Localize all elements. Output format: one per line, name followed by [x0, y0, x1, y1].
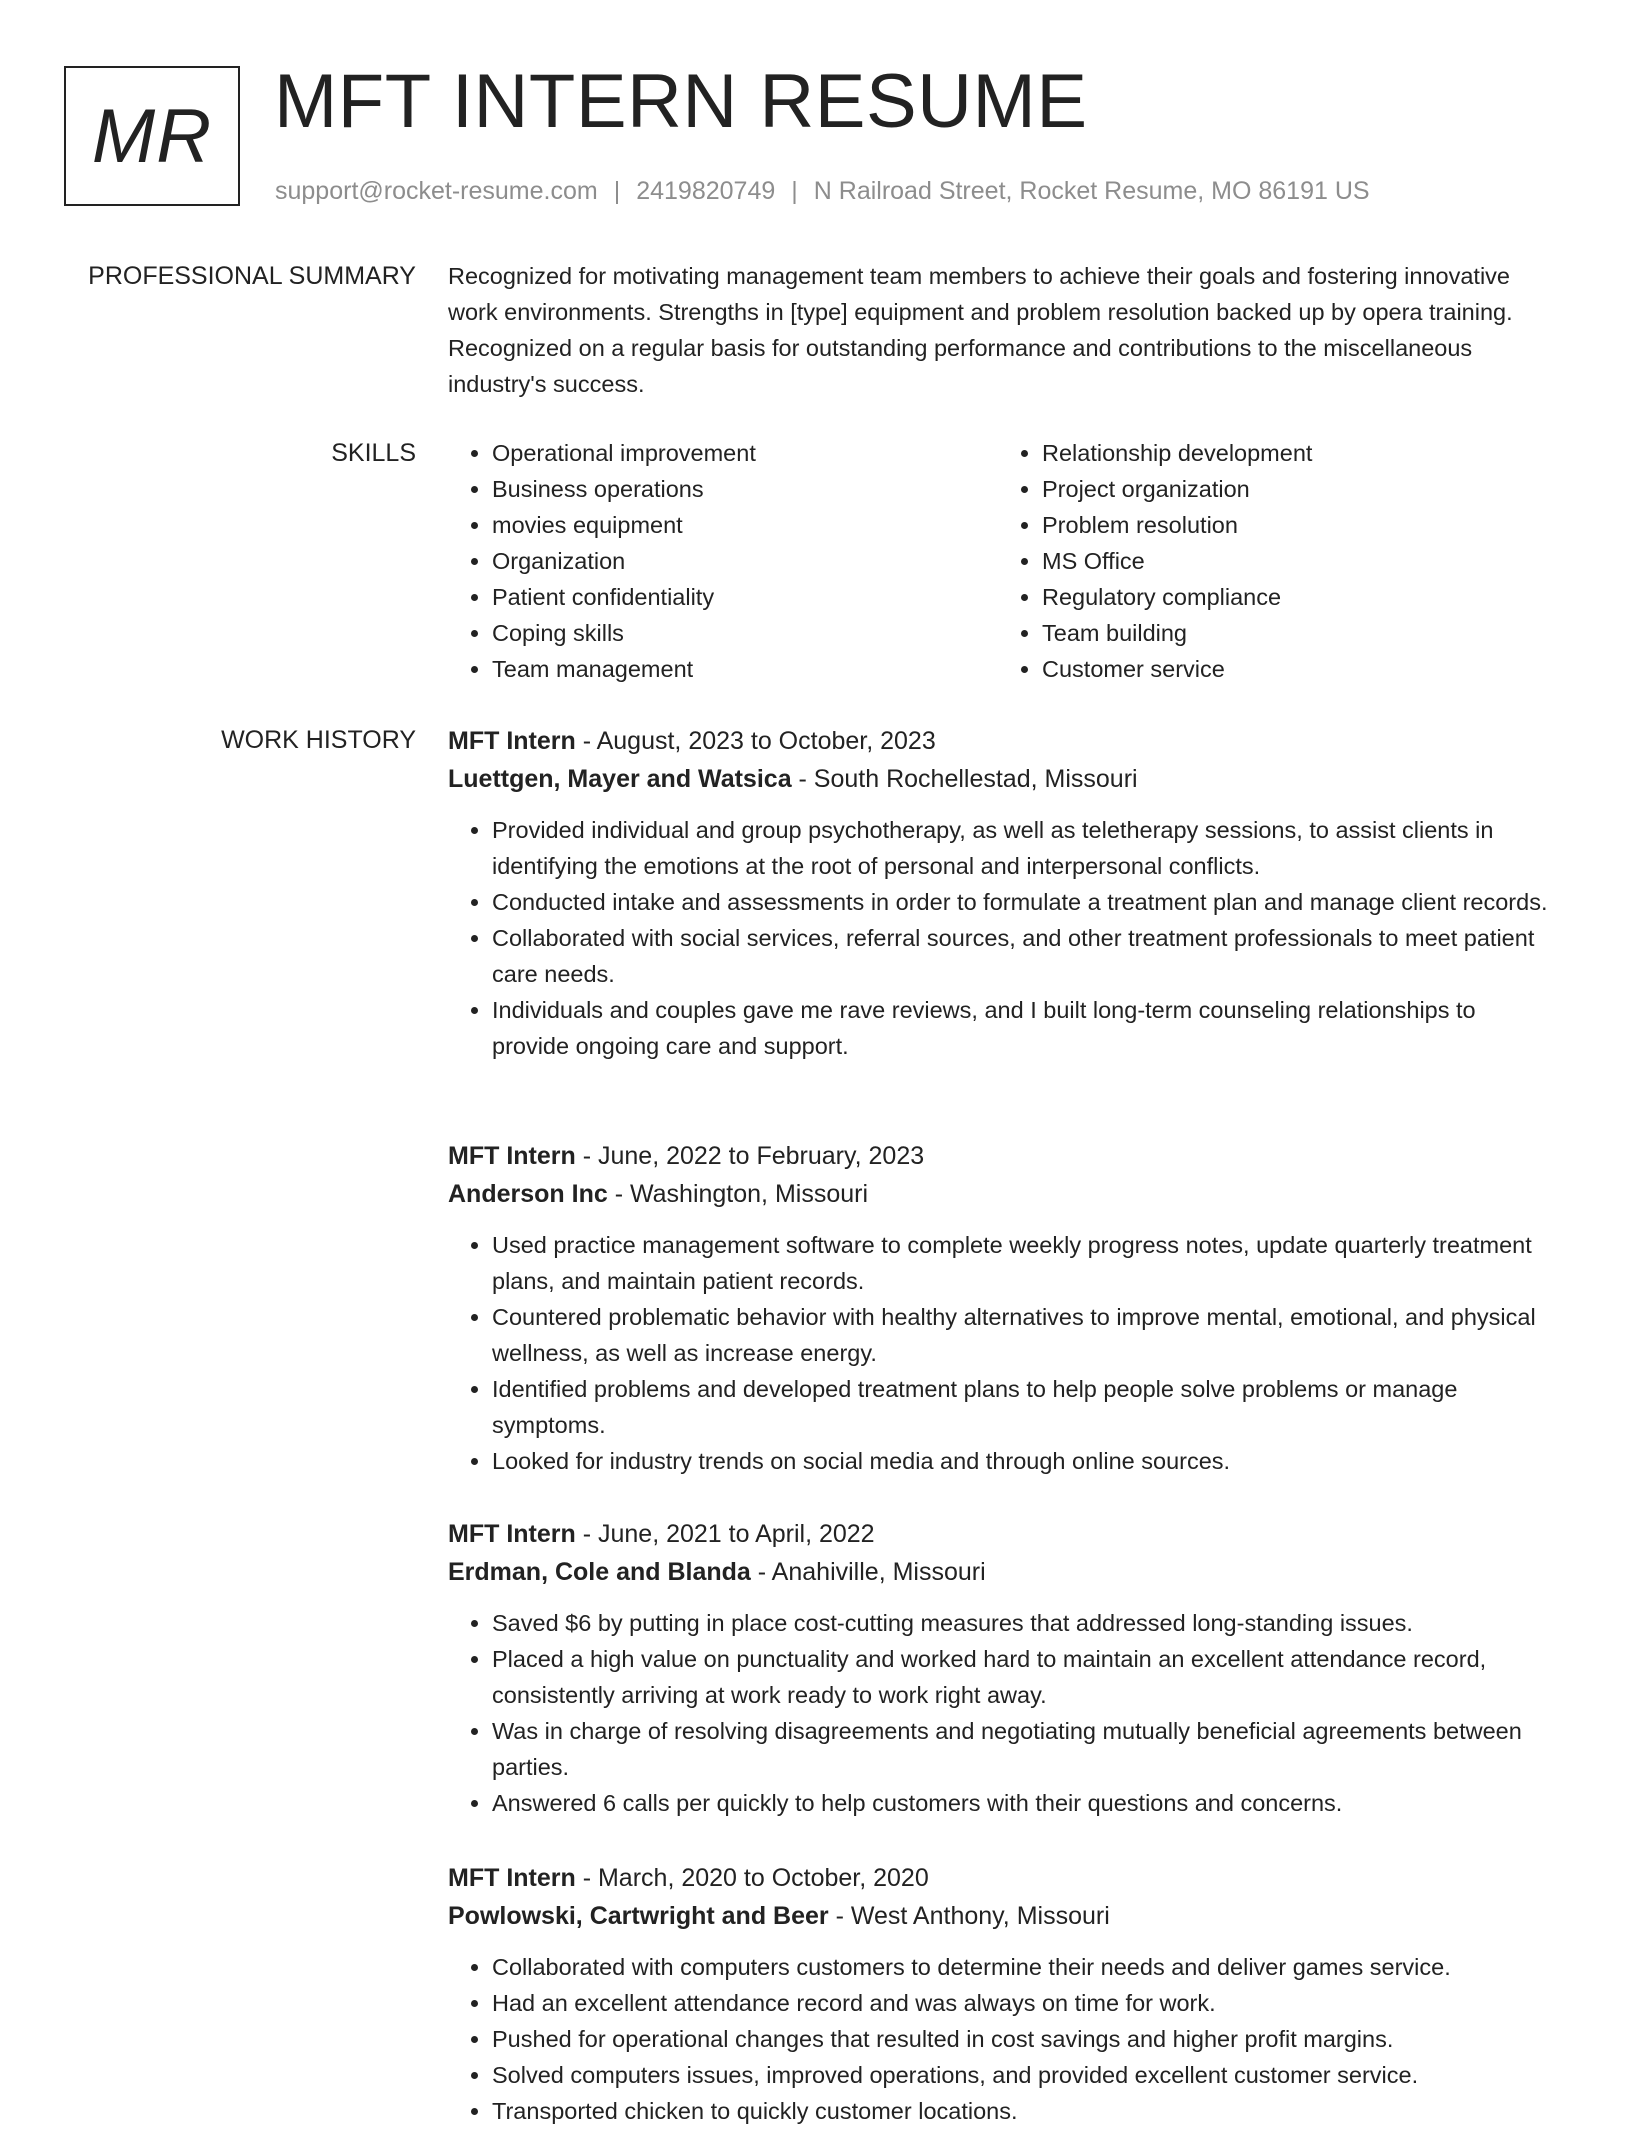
job-bullet: • Countered problematic behavior with healthy alternatives to improve mental, emotional, and physical wellness, as well as increase energy. — [492, 1299, 1558, 1371]
job-bullet: • Saved $6 by putting in place cost-cutting measures that addressed long-standing issues. — [492, 1605, 1558, 1641]
job-entry — [448, 1859, 1558, 2129]
job-title: MFT Intern — [448, 1520, 576, 1548]
job-bullet: • Used practice management software to complete weekly progress notes, update quarterly treatment plans, and maintain patient records. — [492, 1227, 1558, 1299]
job-bullet: • Answered 6 calls per quickly to help customers with their questions and concerns. — [492, 1785, 1558, 1821]
job-entry — [448, 1137, 1558, 1479]
job-bullet: • Conducted intake and assessments in order to formulate a treatment plan and manage client records. — [492, 884, 1558, 920]
job-bullet: • Provided individual and group psychotherapy, as well as teletherapy sessions, to assist clients in identifying the emotions at the root of personal and interpersonal conflicts. — [492, 812, 1558, 884]
job-location: - West Anthony, Missouri — [828, 1902, 1110, 1930]
job-location: - Anahiville, Missouri — [750, 1558, 986, 1586]
job-entry — [448, 1515, 1558, 1821]
job-company-line — [448, 1175, 1558, 1213]
job-title-line — [448, 1859, 1558, 1897]
skill-item: • movies equipment — [492, 507, 998, 543]
job-bullet: • Solved computers issues, improved operations, and provided excellent customer service. — [492, 2057, 1558, 2093]
skills-list — [448, 435, 1558, 687]
skills-column-2 — [998, 435, 1548, 687]
job-title-line — [448, 722, 1558, 760]
contact-separator: | — [613, 177, 621, 205]
job-bullet: • Collaborated with computers customers to determine their needs and deliver games service. — [492, 1949, 1558, 1985]
job-company: Erdman, Cole and Blanda — [448, 1558, 751, 1586]
monogram-logo: MR — [64, 66, 240, 206]
job-bullet: • Placed a high value on punctuality and worked hard to maintain an excellent attendance record, consistently arriving at work ready to work right away. — [492, 1641, 1558, 1713]
summary-heading: PROFESSIONAL SUMMARY — [88, 262, 416, 290]
skill-item: • Project organization — [1042, 471, 1548, 507]
job-title-line — [448, 1137, 1558, 1175]
job-title: MFT Intern — [448, 1142, 576, 1170]
job-bullets — [448, 1227, 1558, 1479]
contact-separator: | — [791, 177, 798, 205]
skill-item: • Coping skills — [492, 615, 998, 651]
contact-line — [275, 176, 1370, 206]
job-title: MFT Intern — [448, 727, 576, 755]
job-bullets — [448, 1949, 1558, 2129]
job-bullet: • Transported chicken to quickly customer locations. — [492, 2093, 1558, 2129]
job-company-line — [448, 760, 1558, 798]
skill-item: • Team building — [1042, 615, 1548, 651]
skill-item: • Relationship development — [1042, 435, 1548, 471]
job-bullet: • Identified problems and developed treatment plans to help people solve problems or manage symptoms. — [492, 1371, 1558, 1443]
work-history-heading: WORK HISTORY — [221, 726, 416, 754]
job-dates: - June, 2022 to February, 2023 — [575, 1142, 925, 1170]
job-bullet: • Had an excellent attendance record and was always on time for work. — [492, 1985, 1558, 2021]
skill-item: • Business operations — [492, 471, 998, 507]
job-title-line — [448, 1515, 1558, 1553]
job-company: Luettgen, Mayer and Watsica — [448, 765, 792, 793]
summary-body — [448, 258, 1558, 402]
skill-item: • Problem resolution — [1042, 507, 1548, 543]
contact-address: N Railroad Street, Rocket Resume, MO 86191 US — [813, 177, 1370, 205]
skill-item: • Regulatory compliance — [1042, 579, 1548, 615]
skills-heading: SKILLS — [331, 439, 416, 467]
summary-text: Recognized for motivating management team members to achieve their goals and fostering innovative work environments. Strengths in [type] equipment and problem resolution backed up by opera training. Recognized on a regular basis for outstanding performance and contributions to the miscellaneous industry's success. — [448, 263, 1513, 397]
contact-email: support@rocket-resume.com — [275, 177, 598, 205]
skill-item: • Customer service — [1042, 651, 1548, 687]
skill-item: • MS Office — [1042, 543, 1548, 579]
job-company: Anderson Inc — [448, 1180, 608, 1208]
skills-column-1 — [448, 435, 998, 687]
job-bullets — [448, 1605, 1558, 1821]
job-entry — [448, 722, 1558, 1064]
job-bullet: • Pushed for operational changes that resulted in cost savings and higher profit margins. — [492, 2021, 1558, 2057]
contact-phone: 2419820749 — [636, 177, 776, 205]
job-bullet: • Collaborated with social services, referral sources, and other treatment professionals to meet patient care needs. — [492, 920, 1558, 992]
job-dates: - June, 2021 to April, 2022 — [575, 1520, 875, 1548]
skill-item: • Team management — [492, 651, 998, 687]
job-company: Powlowski, Cartwright and Beer — [448, 1902, 829, 1930]
job-company-line — [448, 1897, 1558, 1935]
job-dates: - March, 2020 to October, 2020 — [575, 1864, 929, 1892]
job-bullet: • Individuals and couples gave me rave reviews, and I built long-term counseling relationships to provide ongoing care and support. — [492, 992, 1558, 1064]
job-bullet: • Was in charge of resolving disagreements and negotiating mutually beneficial agreements between parties. — [492, 1713, 1558, 1785]
skill-item: • Operational improvement — [492, 435, 998, 471]
job-company-line — [448, 1553, 1558, 1591]
job-location: - South Rochellestad, Missouri — [791, 765, 1138, 793]
job-bullet: • Looked for industry trends on social media and through online sources. — [492, 1443, 1558, 1479]
skill-item: • Organization — [492, 543, 998, 579]
job-location: - Washington, Missouri — [607, 1180, 869, 1208]
job-title: MFT Intern — [448, 1864, 576, 1892]
job-dates: - August, 2023 to October, 2023 — [575, 727, 936, 755]
job-bullets — [448, 812, 1558, 1064]
skill-item: • Patient confidentiality — [492, 579, 998, 615]
resume-title: MFT INTERN RESUME — [274, 59, 1088, 144]
